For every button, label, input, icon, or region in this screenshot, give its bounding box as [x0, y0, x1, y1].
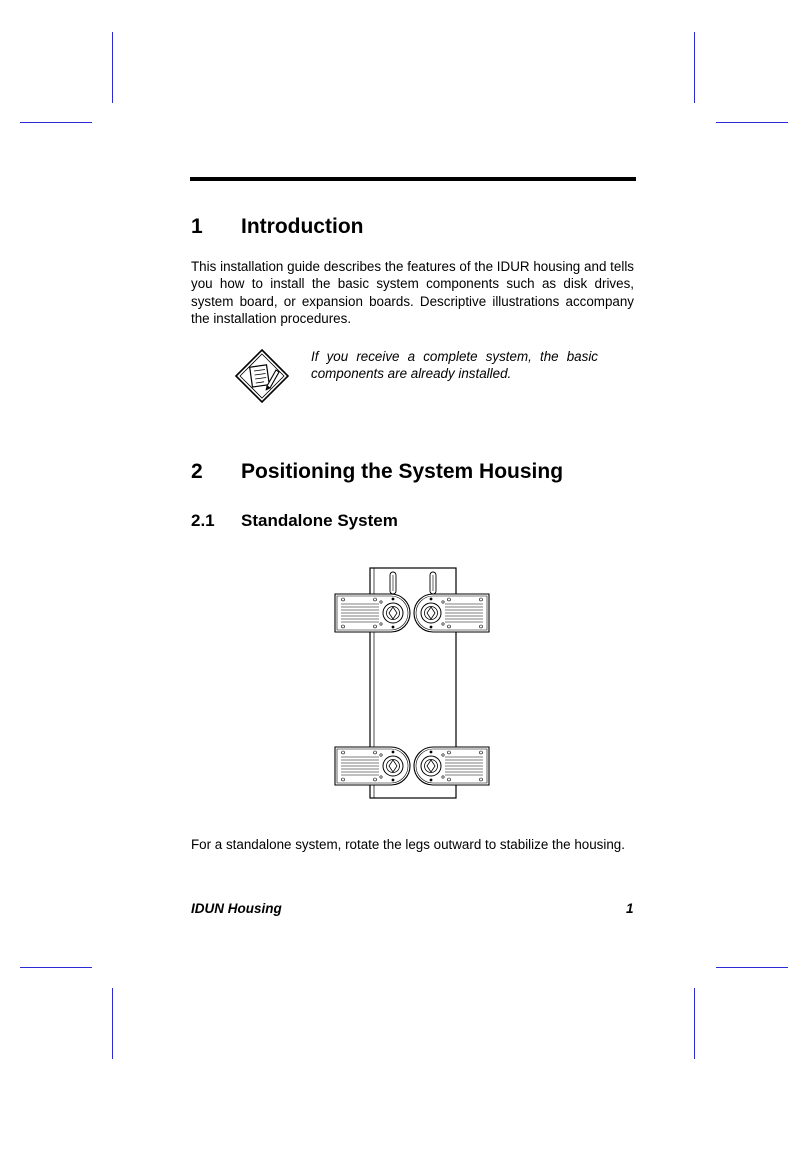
section-title: Introduction: [241, 215, 364, 238]
crop-mark-top-right-vertical: [694, 32, 695, 103]
note-pencil-icon: [234, 348, 290, 404]
footer-page-number: 1: [626, 901, 634, 916]
crop-mark-bottom-left-horizontal: [20, 967, 92, 968]
section-title: Positioning the System Housing: [241, 460, 564, 483]
crop-mark-top-left-vertical: [112, 32, 113, 103]
intro-paragraph: This installation guide describes the features of the IDUR housing and tells you how to install the basic system components such as disk drives, system board, or expansion boards. Descriptive illustrations accompany the installation procedures.: [191, 259, 634, 327]
crop-mark-bottom-right-vertical: [694, 988, 695, 1059]
subsection-number: 2.1: [191, 511, 215, 530]
note-text: If you receive a complete system, the basic components are already installed.: [311, 349, 598, 381]
section-number: 1: [191, 215, 203, 238]
crop-mark-top-left-horizontal: [20, 122, 92, 123]
crop-mark-bottom-right-horizontal: [716, 967, 788, 968]
header-rule: [190, 177, 636, 181]
section-number: 2: [191, 460, 203, 483]
subsection-title: Standalone System: [241, 511, 398, 530]
footer-title: IDUN Housing: [191, 901, 282, 916]
crop-mark-bottom-left-vertical: [112, 988, 113, 1059]
standalone-paragraph: For a standalone system, rotate the legs outward to stabilize the housing.: [191, 837, 625, 852]
housing-with-rotated-legs-illustration: [330, 565, 494, 803]
crop-mark-top-right-horizontal: [716, 122, 788, 123]
